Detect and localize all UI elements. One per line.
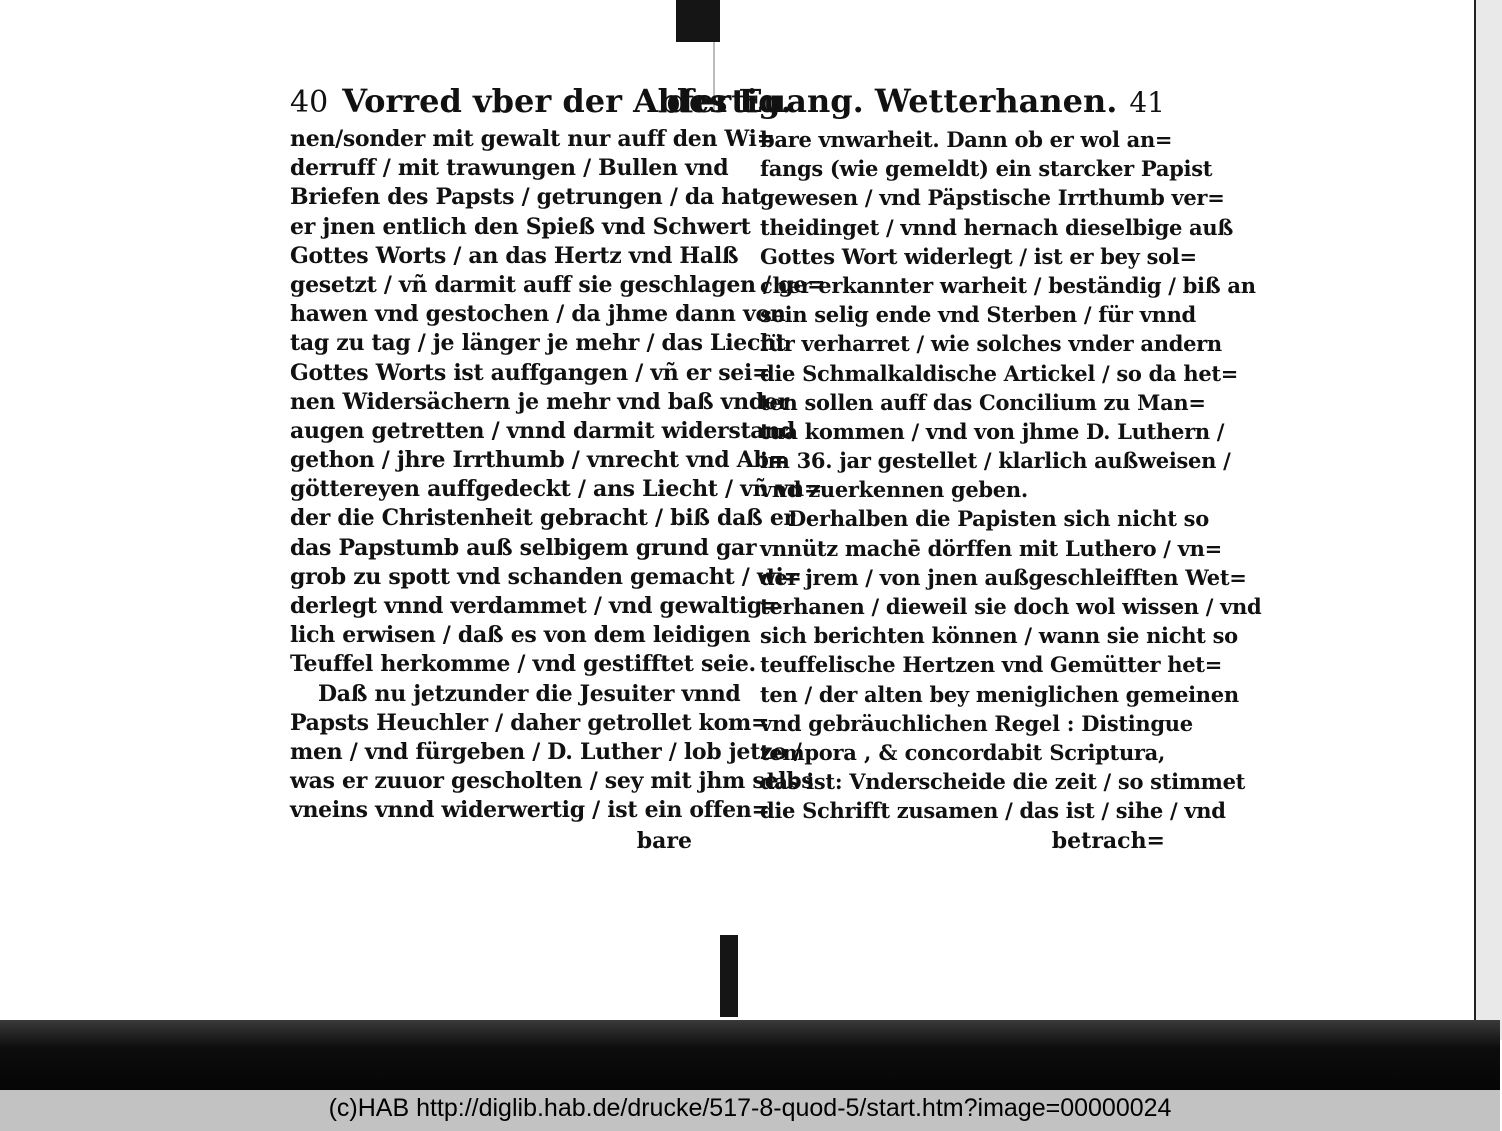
text-line: göttereyen auffgedeckt / ans Liecht / vñ vn= — [290, 476, 822, 503]
text-line: Gottes Worts ist auffgangen / vñ er sei= — [290, 359, 771, 386]
text-line: nen Widersächern je mehr vnd baß vnder — [290, 388, 789, 415]
text-line: theidinget / vnnd hernach dieselbige auß — [760, 214, 1233, 240]
text-line: vnnütz machē dörffen mit Luthero / vn= — [760, 535, 1222, 561]
left-running-head — [290, 82, 792, 122]
text-line: lich erwisen / daß es von dem leidigen — [290, 622, 751, 649]
text-line: gethon / jhre Irrthumb / vnrecht vnd Ab= — [290, 447, 787, 474]
scanner-bed-edge — [0, 1020, 1500, 1090]
right-running-head — [666, 82, 1165, 122]
text-line: für verharret / wie solches vnder andern — [760, 331, 1222, 357]
text-line: tag zu tag / je länger je mehr / das Liecht — [290, 330, 786, 357]
source-footer — [0, 1090, 1500, 1131]
right-page-number: 41 — [1129, 86, 1165, 119]
binding-shadow-bottom — [720, 935, 738, 1017]
text-line: der die Christenheit gebracht / biß daß er — [290, 505, 795, 532]
text-line: Gottes Wort widerlegt / ist er bey sol= — [760, 243, 1197, 269]
left-head-title: Vorred vber der Abfertig. — [342, 82, 792, 120]
text-line: terhanen / dieweil sie doch wol wissen / vnd — [760, 594, 1262, 619]
right-head-title: des Euang. Wetterhanen. — [666, 82, 1118, 120]
text-line: derruff / mit trawungen / Bullen vnd — [290, 155, 729, 182]
text-line: sein selig ende vnd Sterben / für vnnd — [760, 302, 1196, 328]
text-line: Papsts Heuchler / daher getrollet kom= — [290, 709, 770, 736]
left-page-number: 40 — [290, 85, 329, 120]
text-line: gesetzt / vñ darmit auff sie geschlagen / ge= — [290, 271, 826, 298]
text-line: Derhalben die Papisten sich nicht so — [788, 506, 1209, 532]
text-line: ten / der alten bey meniglichen gemeinen — [760, 681, 1239, 707]
left-page — [290, 82, 826, 856]
binding-shadow-top — [676, 0, 720, 42]
text-line: Briefen des Papsts / getrungen / da hat — [290, 184, 761, 211]
text-line: nen/sonder mit gewalt nur auff den Wi= — [290, 126, 775, 152]
text-line: tua kommen / vnd von jhme D. Luthern / — [760, 418, 1225, 444]
text-line: Daß nu jetzunder die Jesuiter vnnd — [318, 680, 741, 707]
text-line: vneins vnnd widerwertig / ist ein offen= — [290, 797, 770, 824]
text-line: hawen vnd gestochen / da jhme dann von — [290, 301, 786, 328]
text-line: cher erkannter warheit / beständig / biß an — [760, 272, 1256, 298]
text-line: die Schrifft zusamen / das ist / sihe / vnd — [760, 798, 1226, 824]
text-line: grob zu spott vnd schanden gemacht / wi= — [290, 563, 802, 590]
right-text-block — [760, 125, 1262, 826]
text-line: das Papstumb auß selbigem grund gar — [290, 534, 757, 561]
text-line: ten sollen auff das Concilium zu Man= — [760, 389, 1206, 415]
text-line: er jnen entlich den Spieß vnd Schwert — [290, 213, 751, 240]
text-line: bare vnwarheit. Dann ob er wol an= — [760, 127, 1173, 152]
right-catchword: betrach= — [1051, 827, 1165, 854]
text-line: vnd gebräuchlichen Regel : Distingue — [760, 710, 1193, 736]
text-line: Teuffel herkomme / vnd gestifftet seie. — [290, 651, 756, 678]
text-line: Gottes Worts / an das Hertz vnd Halß — [290, 242, 739, 269]
text-line: fangs (wie gemeldt) ein starcker Papist — [760, 156, 1213, 182]
text-line: der jrem / von jnen außgeschleifften Wet= — [760, 564, 1247, 590]
text-line: teuffelische Hertzen vnd Gemütter het= — [760, 652, 1223, 678]
text-line: derlegt vnnd verdammet / vnd gewaltig= — [290, 593, 781, 619]
text-line: tempora , & concordabit Scriptura, — [760, 739, 1165, 765]
text-line: gewesen / vnd Päpstische Irrthumb ver= — [760, 185, 1225, 211]
right-page — [666, 82, 1262, 856]
text-line: vnd zuerkennen geben. — [760, 477, 1028, 503]
text-line: im 36. jar gestellet / klarlich außweisen / — [760, 448, 1231, 474]
left-text-block — [290, 125, 826, 826]
left-catchword: bare — [636, 827, 692, 854]
text-line: men / vnd fürgeben / D. Luther / lob jetzo / — [290, 738, 802, 765]
text-line: sich berichten können / wann sie nicht so — [760, 623, 1238, 649]
text-line: augen getretten / vnnd darmit widerstand — [290, 417, 796, 444]
source-url: (c)HAB http://diglib.hab.de/drucke/517-8-quod-5/start.htm?image=00000024 — [328, 1094, 1172, 1122]
next-page-edge — [1474, 0, 1502, 1040]
text-line: das ist: Vnderscheide die zeit / so stimmet — [760, 769, 1246, 795]
text-line: was er zuuor gescholten / sey mit jhm selbs — [290, 768, 814, 795]
text-line: die Schmalkaldische Artickel / so da het= — [760, 360, 1239, 386]
